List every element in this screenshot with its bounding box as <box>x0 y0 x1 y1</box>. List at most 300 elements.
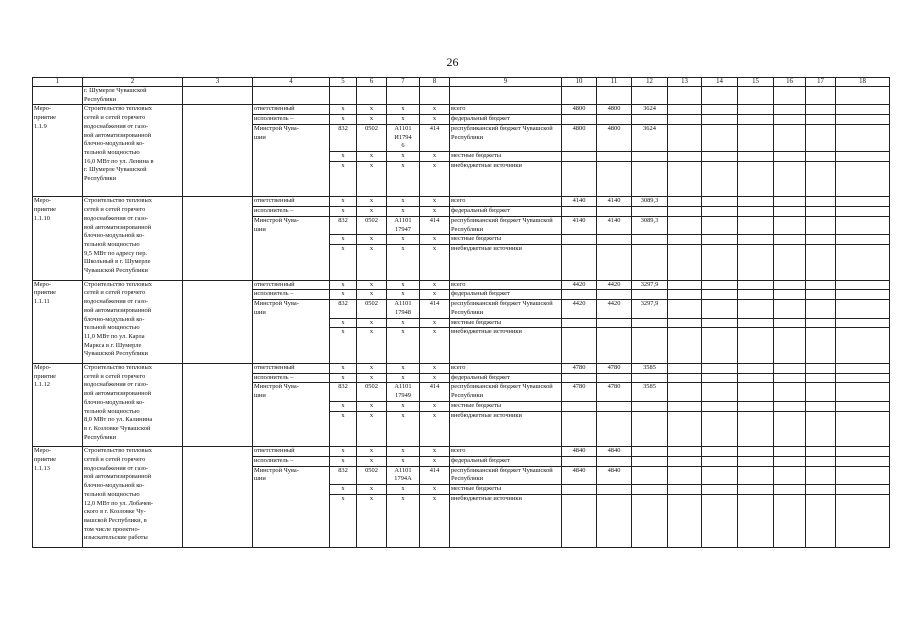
source-label: федеральный бюджет <box>450 115 562 125</box>
empty-cell <box>738 494 774 547</box>
source-label: всего <box>450 447 562 457</box>
x-mark: х <box>330 290 357 300</box>
empty-cell <box>183 87 253 105</box>
empty-cell <box>836 115 890 125</box>
cell-text-line: 16,0 МВт по ул. Ленина в <box>84 157 154 165</box>
value-cell: 4840 <box>597 447 632 457</box>
x-mark: х <box>357 373 387 383</box>
empty-cell <box>806 485 836 495</box>
grbs-code: 832 <box>330 383 357 401</box>
empty-cell <box>806 280 836 290</box>
value-cell: 4800 <box>562 105 597 115</box>
empty-cell <box>806 207 836 217</box>
empty-cell <box>836 151 890 161</box>
x-mark: х <box>387 401 420 411</box>
empty-cell <box>806 401 836 411</box>
value-cell <box>597 235 632 245</box>
cell-text-line: А1101 <box>394 216 412 224</box>
empty-cell <box>702 364 738 374</box>
cell-text-line: Чувашской Республики <box>84 350 148 358</box>
empty-cell <box>774 318 806 328</box>
empty-cell <box>668 280 702 290</box>
empty-cell <box>668 235 702 245</box>
source-label: внебюджетные источники <box>450 244 562 280</box>
empty-cell <box>774 411 806 447</box>
cell-text-line: вой автоматизированной <box>84 131 152 139</box>
empty-cell <box>836 197 890 207</box>
cell-text-line: Строительство тепловых <box>84 280 152 288</box>
empty-cell <box>774 485 806 495</box>
x-mark: х <box>387 447 420 457</box>
executor-text: ответственный <box>253 447 330 457</box>
source-label: местные бюджеты <box>450 401 562 411</box>
value-cell <box>597 151 632 161</box>
x-mark: х <box>330 115 357 125</box>
cell-text-line: Республики <box>84 175 117 183</box>
empty-cell <box>702 151 738 161</box>
value-cell <box>632 466 668 484</box>
empty-cell <box>806 373 836 383</box>
x-mark: х <box>420 364 450 374</box>
x-mark: х <box>420 280 450 290</box>
empty-cell <box>836 466 890 484</box>
value-cell: 3297,9 <box>632 280 668 290</box>
value-cell <box>562 207 597 217</box>
cell-text-line: Минстрой Чува- <box>254 466 299 474</box>
value-cell <box>597 244 632 280</box>
empty-cell <box>806 115 836 125</box>
x-mark: х <box>387 244 420 280</box>
empty-cell <box>738 115 774 125</box>
cell-text-line: Республики <box>84 433 117 441</box>
empty-cell <box>806 411 836 447</box>
cell-text-line: вой автоматизированной <box>84 473 152 481</box>
empty-cell <box>806 124 836 151</box>
value-cell: 3624 <box>632 105 668 115</box>
empty-cell <box>668 151 702 161</box>
cell-text-line: тельной мощностью <box>84 240 140 248</box>
value-cell <box>597 485 632 495</box>
x-mark: х <box>357 244 387 280</box>
empty-cell <box>702 244 738 280</box>
empty-cell <box>774 235 806 245</box>
source-label: федеральный бюджет <box>450 290 562 300</box>
empty-cell <box>806 151 836 161</box>
cell-text-line: 8,0 МВт по ул. Калинина <box>84 416 153 424</box>
value-cell <box>562 161 597 197</box>
x-mark: х <box>357 161 387 197</box>
x-mark: х <box>330 401 357 411</box>
value-cell <box>632 447 668 457</box>
value-cell: 4780 <box>562 364 597 374</box>
source-label: республиканский бюджет Чувашской Республики <box>450 300 562 318</box>
column-header: 1 <box>33 78 83 87</box>
cell-text-line: Меро- <box>34 105 51 113</box>
empty-cell <box>738 151 774 161</box>
cell-text-line: 11,0 МВт по ул. Карла <box>84 332 145 340</box>
x-mark: х <box>357 197 387 207</box>
x-mark: х <box>387 328 420 364</box>
x-mark: х <box>330 197 357 207</box>
column-header: 15 <box>738 78 774 87</box>
column-header: 3 <box>183 78 253 87</box>
empty-cell <box>330 87 357 105</box>
empty-cell <box>738 328 774 364</box>
x-mark: х <box>330 105 357 115</box>
x-mark: х <box>387 457 420 467</box>
value-cell <box>597 161 632 197</box>
empty-cell <box>836 494 890 547</box>
x-mark: х <box>420 411 450 447</box>
x-mark: х <box>357 105 387 115</box>
empty-cell <box>668 87 702 105</box>
value-cell: 4140 <box>597 216 632 234</box>
empty-cell <box>668 401 702 411</box>
source-label: федеральный бюджет <box>450 207 562 217</box>
value-cell: 4840 <box>562 447 597 457</box>
event-description <box>83 280 183 363</box>
empty-cell <box>738 364 774 374</box>
x-mark: х <box>387 373 420 383</box>
value-cell <box>562 328 597 364</box>
value-cell <box>597 494 632 547</box>
cell-text-line: Строительство тепловых <box>84 364 152 372</box>
x-mark: х <box>357 364 387 374</box>
source-label: местные бюджеты <box>450 485 562 495</box>
cell-text-line: А1101 <box>394 383 412 391</box>
empty-cell <box>806 383 836 401</box>
empty-cell <box>738 235 774 245</box>
cell-text-line: приятие <box>34 289 57 297</box>
empty-cell <box>702 494 738 547</box>
event-row <box>33 105 890 115</box>
x-mark: х <box>387 235 420 245</box>
value-cell <box>562 115 597 125</box>
x-mark: х <box>420 244 450 280</box>
empty-cell <box>702 383 738 401</box>
cell-text-line: Строительство тепловых <box>84 197 152 205</box>
empty-cell <box>836 328 890 364</box>
empty-cell <box>668 290 702 300</box>
empty-cell <box>668 494 702 547</box>
value-cell <box>597 373 632 383</box>
x-mark: х <box>387 151 420 161</box>
empty-cell <box>806 494 836 547</box>
source-label: внебюджетные источники <box>450 494 562 547</box>
cell-text-line: Строительство тепловых <box>84 447 152 455</box>
value-cell <box>632 115 668 125</box>
x-mark: х <box>420 290 450 300</box>
x-mark: х <box>330 485 357 495</box>
value-cell <box>632 290 668 300</box>
column-header: 2 <box>83 78 183 87</box>
grbs-code: 832 <box>330 466 357 484</box>
value-cell <box>632 411 668 447</box>
empty-cell <box>774 207 806 217</box>
executor-text: исполнитель – <box>253 290 330 300</box>
empty-cell <box>668 328 702 364</box>
cell-text-line: Минстрой Чува- <box>254 124 299 132</box>
column-header: 11 <box>597 78 632 87</box>
empty-cell <box>774 124 806 151</box>
value-cell <box>632 207 668 217</box>
rzpr-code: 0502 <box>357 466 387 484</box>
cell-text-line: сетей и сетей горячего <box>84 372 146 380</box>
empty-cell <box>836 373 890 383</box>
value-cell <box>597 115 632 125</box>
empty-cell <box>668 105 702 115</box>
x-mark: х <box>420 328 450 364</box>
x-mark: х <box>357 457 387 467</box>
empty-cell <box>774 373 806 383</box>
source-label: федеральный бюджет <box>450 457 562 467</box>
x-mark: х <box>420 235 450 245</box>
empty-cell <box>702 290 738 300</box>
cell-text-line: водоснабжения от газо- <box>84 464 149 472</box>
value-cell <box>562 494 597 547</box>
empty-cell <box>668 300 702 318</box>
empty-cell <box>806 197 836 207</box>
empty-cell <box>738 244 774 280</box>
empty-cell <box>806 105 836 115</box>
empty-cell <box>702 485 738 495</box>
column-header: 13 <box>668 78 702 87</box>
empty-cell <box>836 161 890 197</box>
x-mark: х <box>330 318 357 328</box>
empty-cell <box>33 87 83 105</box>
grbs-code: 832 <box>330 124 357 151</box>
event-label <box>33 105 83 197</box>
empty-cell <box>738 383 774 401</box>
rzpr-code: 0502 <box>357 300 387 318</box>
event-description <box>83 197 183 280</box>
vr-code: 414 <box>420 466 450 484</box>
value-cell <box>597 318 632 328</box>
x-mark: х <box>357 401 387 411</box>
empty-cell <box>836 280 890 290</box>
cell-text-line: приятие <box>34 372 57 380</box>
column-header: 17 <box>806 78 836 87</box>
x-mark: х <box>330 161 357 197</box>
empty-cell <box>836 447 890 457</box>
empty-cell <box>836 383 890 401</box>
event-label <box>33 197 83 280</box>
x-mark: х <box>357 494 387 547</box>
empty-cell <box>702 197 738 207</box>
x-mark: х <box>387 290 420 300</box>
empty-cell <box>668 318 702 328</box>
executor-text: исполнитель – <box>253 207 330 217</box>
value-cell: 3297,9 <box>632 300 668 318</box>
column-header: 9 <box>450 78 562 87</box>
empty-cell <box>806 328 836 364</box>
value-cell <box>562 318 597 328</box>
column-header: 5 <box>330 78 357 87</box>
x-mark: х <box>357 235 387 245</box>
x-mark: х <box>420 161 450 197</box>
empty-cell <box>738 411 774 447</box>
empty-cell <box>668 161 702 197</box>
cell-text-line: приятие <box>34 206 57 214</box>
x-mark: х <box>330 151 357 161</box>
cell-text-line: водоснабжения от газо- <box>84 214 149 222</box>
value-cell <box>632 318 668 328</box>
empty-cell <box>806 161 836 197</box>
cell-text-line: блочно-модульной ко- <box>84 140 145 148</box>
executor-text <box>253 124 330 197</box>
empty-cell <box>806 244 836 280</box>
cell-text-line: сетей и сетей горячего <box>84 114 146 122</box>
empty-cell <box>632 87 668 105</box>
empty-cell <box>738 161 774 197</box>
value-cell: 3624 <box>632 124 668 151</box>
empty-cell <box>774 447 806 457</box>
cell-text-line: водоснабжения от газо- <box>84 298 149 306</box>
empty-cell <box>668 124 702 151</box>
cell-text-line: тельной мощностью <box>84 148 140 156</box>
empty-cell <box>702 280 738 290</box>
value-cell <box>597 328 632 364</box>
x-mark: х <box>387 161 420 197</box>
rzpr-code: 0502 <box>357 216 387 234</box>
vr-code: 414 <box>420 383 450 401</box>
cell-text-line: Меро- <box>34 280 51 288</box>
x-mark: х <box>387 115 420 125</box>
empty-cell <box>702 328 738 364</box>
empty-cell <box>668 207 702 217</box>
value-cell <box>597 290 632 300</box>
empty-cell <box>836 485 890 495</box>
x-mark: х <box>330 411 357 447</box>
column-header: 8 <box>420 78 450 87</box>
executor-text: исполнитель – <box>253 115 330 125</box>
value-cell <box>632 244 668 280</box>
x-mark: х <box>420 447 450 457</box>
empty-cell <box>806 290 836 300</box>
cell-text-line: Меро- <box>34 364 51 372</box>
value-cell <box>632 328 668 364</box>
executor-text: ответственный <box>253 364 330 374</box>
empty-cell <box>836 364 890 374</box>
empty-cell <box>806 318 836 328</box>
executor-text: ответственный <box>253 280 330 290</box>
executor-text <box>253 466 330 547</box>
cell-text-line: Меро- <box>34 197 51 205</box>
column-header: 6 <box>357 78 387 87</box>
continuation-description <box>83 87 183 105</box>
value-cell: 4140 <box>562 197 597 207</box>
executor-text: ответственный <box>253 197 330 207</box>
value-cell: 4420 <box>562 280 597 290</box>
x-mark: х <box>387 318 420 328</box>
column-header: 12 <box>632 78 668 87</box>
empty-cell <box>738 290 774 300</box>
empty-cell <box>774 383 806 401</box>
cell-text-line: водоснабжения от газо- <box>84 122 149 130</box>
empty-cell <box>836 207 890 217</box>
x-mark: х <box>357 328 387 364</box>
empty-cell <box>738 87 774 105</box>
empty-cell <box>668 457 702 467</box>
x-mark: х <box>357 485 387 495</box>
value-cell: 3585 <box>632 364 668 374</box>
value-cell: 3089,3 <box>632 216 668 234</box>
executor-text: исполнитель – <box>253 373 330 383</box>
empty-cell <box>774 105 806 115</box>
empty-cell <box>774 87 806 105</box>
value-cell <box>562 235 597 245</box>
cell-text-line: приятие <box>34 456 57 464</box>
value-cell <box>597 207 632 217</box>
value-cell: 4420 <box>597 300 632 318</box>
x-mark: х <box>357 447 387 457</box>
grbs-code: 832 <box>330 300 357 318</box>
x-mark: х <box>420 494 450 547</box>
column-header: 10 <box>562 78 597 87</box>
empty-cell <box>357 87 387 105</box>
x-mark: х <box>357 115 387 125</box>
x-mark: х <box>330 207 357 217</box>
empty-cell <box>668 411 702 447</box>
cell-text-line: блочно-модульной ко- <box>84 315 145 323</box>
empty-cell <box>668 216 702 234</box>
empty-cell <box>836 300 890 318</box>
empty-cell <box>836 87 890 105</box>
x-mark: х <box>387 364 420 374</box>
empty-cell <box>738 373 774 383</box>
value-cell <box>597 457 632 467</box>
value-cell <box>562 151 597 161</box>
value-cell: 4420 <box>562 300 597 318</box>
grbs-code: 832 <box>330 216 357 234</box>
x-mark: х <box>420 105 450 115</box>
x-mark: х <box>357 207 387 217</box>
empty-cell <box>387 87 420 105</box>
x-mark: х <box>330 280 357 290</box>
value-cell: 4140 <box>562 216 597 234</box>
event-description <box>83 364 183 447</box>
budget-table <box>32 77 890 548</box>
cell-text-line: шии <box>254 133 266 141</box>
empty-cell <box>774 364 806 374</box>
empty-cell <box>806 300 836 318</box>
cell-text-line: вой автоматизированной <box>84 390 152 398</box>
cell-text-line: 17947 <box>395 225 411 233</box>
event-row <box>33 447 890 457</box>
source-label: внебюджетные источники <box>450 328 562 364</box>
cell-text-line: А1101 <box>394 124 412 132</box>
source-label: всего <box>450 105 562 115</box>
empty-cell <box>738 485 774 495</box>
event-description <box>83 105 183 197</box>
cell-text-line: шии <box>254 475 266 483</box>
value-cell: 4800 <box>562 124 597 151</box>
event-row <box>33 280 890 290</box>
empty-cell <box>774 494 806 547</box>
x-mark: х <box>387 197 420 207</box>
empty-cell <box>774 457 806 467</box>
empty-cell <box>774 197 806 207</box>
cell-text-line: блочно-модульной ко- <box>84 232 145 240</box>
x-mark: х <box>357 290 387 300</box>
value-cell <box>562 244 597 280</box>
x-mark: х <box>387 207 420 217</box>
event-description <box>83 447 183 548</box>
empty-cell <box>738 105 774 115</box>
empty-cell <box>702 401 738 411</box>
empty-cell <box>420 87 450 105</box>
event-label <box>33 447 83 548</box>
